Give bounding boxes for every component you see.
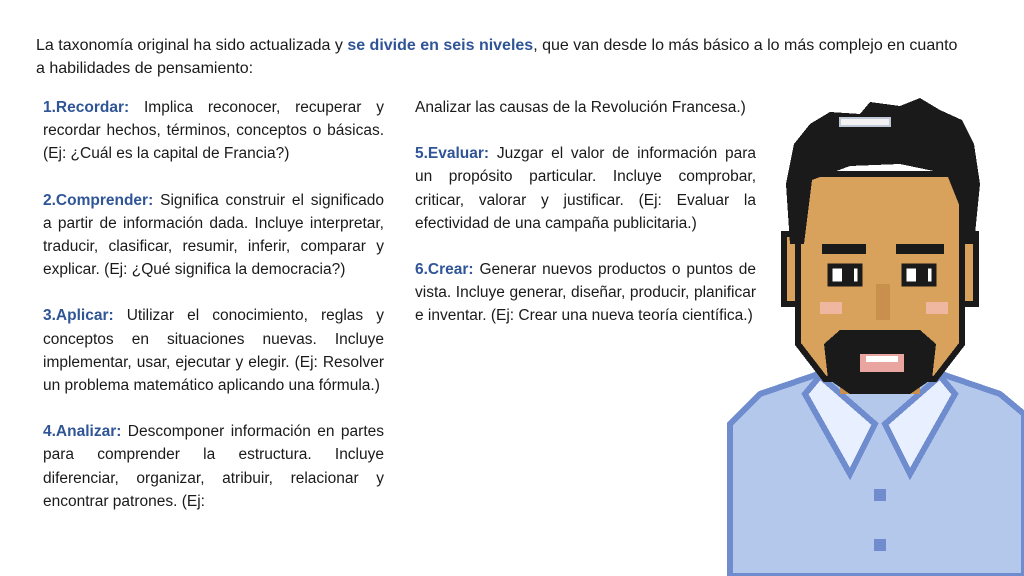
level-label: 1.Recordar: xyxy=(43,99,130,116)
level-description: Juzgar el valor de información para un propósito particular. Incluye comprobar, criticar, valorar y justificar. (Ej: Evaluar la efectividad de una campaña publicitaria.) xyxy=(415,145,756,232)
intro-paragraph xyxy=(36,34,966,80)
pixel-avatar-illustration xyxy=(700,94,1024,576)
level-description: Significa construir el significado a partir de información dada. Incluye interpretar, traducir, clasificar, resumir, inferir, comparar y explicar. (Ej: ¿Qué significa la democracia?) xyxy=(43,191,384,279)
teeth xyxy=(866,356,898,362)
level-label: 6.Crear: xyxy=(415,261,474,279)
level-comprender xyxy=(43,189,384,282)
intro-text-before: La taxonomía original ha sido actualizada y xyxy=(36,37,348,54)
level-aplicar xyxy=(43,304,384,397)
level-description: Implica reconocer, recuperar y recordar hechos, términos, conceptos o básicas. (Ej: ¿Cuál es la capital de Francia?) xyxy=(43,99,384,163)
level-analizar-continuation: Analizar las causas de la Revolución Francesa.) xyxy=(415,99,746,116)
level-label: 5.Evaluar: xyxy=(415,145,490,163)
hair-highlight xyxy=(840,118,890,126)
intro-highlight: se divide en seis niveles xyxy=(347,37,534,54)
nose xyxy=(876,284,890,320)
level-description: Descomponer información en partes para comprender la estructura. Incluye diferenciar, organizar, atribuir, relacionar y encontrar patrones. (Ej: xyxy=(43,423,384,510)
levels-column-left xyxy=(43,96,384,536)
level-recordar xyxy=(43,96,384,166)
level-label: 2.Comprender: xyxy=(43,191,154,209)
level-label: 3.Aplicar: xyxy=(43,307,114,325)
intro-text-after: , que van desde lo más básico a lo más complejo en cuanto a habilidades de pensamiento: xyxy=(36,37,958,77)
level-description: Utilizar el conocimiento, reglas y conceptos en situaciones nuevas. Incluye implementar, usar, ejecutar y elegir. (Ej: Resolver un problema matemático aplicando una fórmula.) xyxy=(43,307,384,395)
level-analizar xyxy=(43,420,384,513)
level-label: 4.Analizar: xyxy=(43,423,122,441)
level-description: Generar nuevos productos o puntos de vista. Incluye generar, diseñar, producir, planificar e inventar. (Ej: Crear una nueva teoría científica.) xyxy=(415,261,756,325)
